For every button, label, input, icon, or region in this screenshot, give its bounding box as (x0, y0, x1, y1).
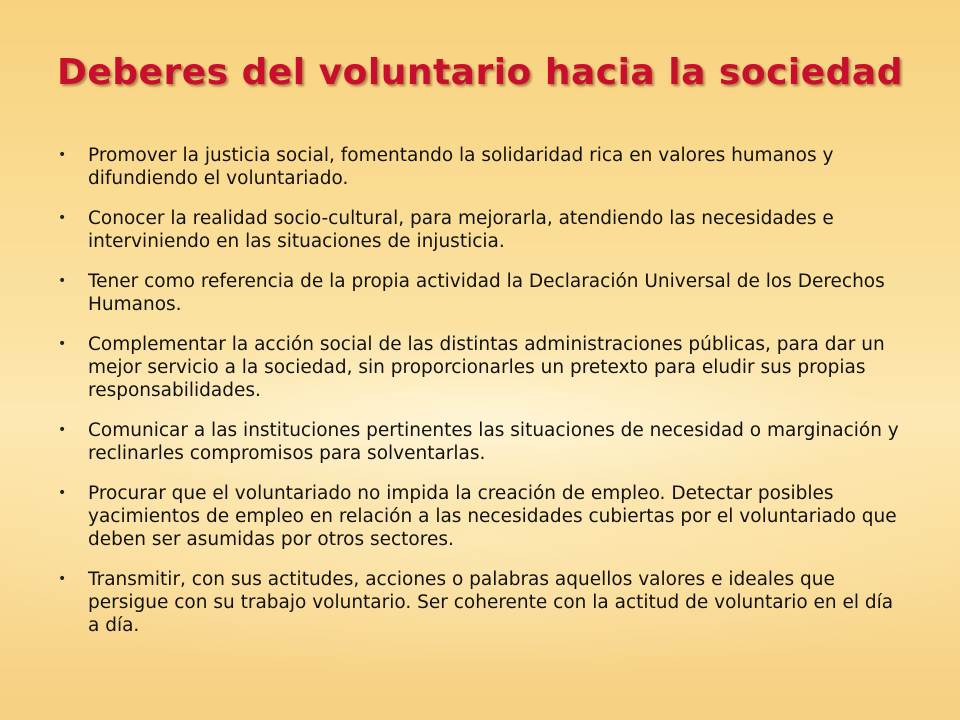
bullet-text: Tener como referencia de la propia actividad la Declaración Universal de los Derechos Humanos. (88, 271, 885, 315)
bullet-text: Transmitir, con sus actitudes, acciones o palabras aquellos valores e ideales que persigue con su trabajo voluntario. Ser coherente con la actitud de voluntario en el día a día. (88, 569, 894, 636)
bullet-dot-icon: • (58, 273, 67, 289)
slide-title: Deberes del voluntario hacia la sociedad (56, 52, 903, 93)
bullet-list (58, 144, 904, 654)
bullet-dot-icon: • (58, 336, 67, 352)
bullet-item (58, 270, 904, 316)
bullet-item (58, 568, 904, 637)
bullet-item (58, 144, 904, 190)
bullet-text: Comunicar a las instituciones pertinentes las situaciones de necesidad o marginación y reclinarles compromisos para solventarlas. (88, 420, 899, 464)
bullet-item (58, 333, 904, 402)
bullet-dot-icon: • (58, 147, 67, 163)
bullet-dot-icon: • (58, 210, 67, 226)
bullet-text: Promover la justicia social, fomentando la solidaridad rica en valores humanos y difundiendo el voluntariado. (88, 145, 834, 189)
bullet-text: Complementar la acción social de las distintas administraciones públicas, para dar un mejor servicio a la sociedad, sin proporcionarles un pretexto para eludir sus propias responsabilidades. (88, 334, 885, 401)
bullet-dot-icon: • (58, 485, 67, 501)
bullet-text: Procurar que el voluntariado no impida la creación de empleo. Detectar posibles yacimientos de empleo en relación a las necesidades cubiertas por el voluntariado que deben ser asumidas por otros sectores. (88, 483, 897, 550)
bullet-item (58, 419, 904, 465)
bullet-text: Conocer la realidad socio-cultural, para mejorarla, atendiendo las necesidades e interviniendo en las situaciones de injusticia. (88, 208, 834, 252)
bullet-dot-icon: • (58, 571, 67, 587)
bullet-item (58, 482, 904, 551)
bullet-dot-icon: • (58, 422, 67, 438)
bullet-item (58, 207, 904, 253)
